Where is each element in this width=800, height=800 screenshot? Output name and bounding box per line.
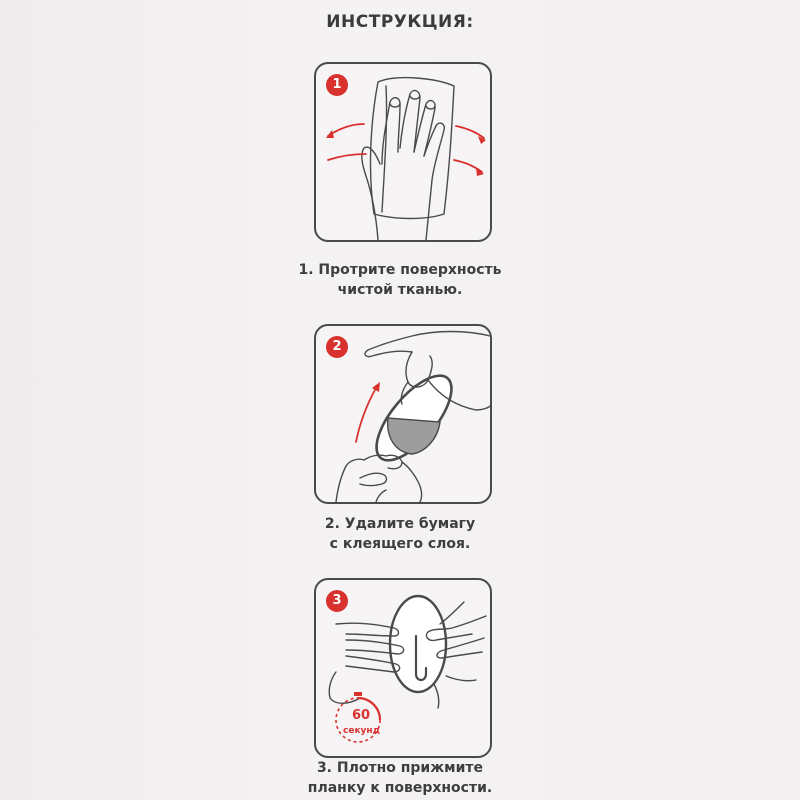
step-3-number-badge: 3 (326, 590, 348, 612)
timer-value: 60 (352, 708, 371, 723)
step-2-panel (314, 324, 492, 504)
step-1-caption-line-2: чистой тканью. (337, 282, 463, 298)
step-2-number-badge: 2 (326, 336, 348, 358)
step-2-caption (200, 514, 600, 554)
page-title: ИНСТРУКЦИЯ: (326, 12, 474, 32)
timer-unit: секунд (343, 726, 380, 736)
step-2-caption-line-1: 2. Удалите бумагу (324, 516, 476, 532)
step-3-caption-line-1: 3. Плотно прижмите (316, 760, 484, 776)
step-1-caption-line-1: 1. Протрите поверхность (298, 262, 502, 278)
step-3-caption-line-2: планку к поверхности. (307, 780, 493, 796)
step-1-number-badge: 1 (326, 74, 348, 96)
step-1-caption (200, 260, 600, 300)
step-1-panel (314, 62, 492, 242)
step-3-caption (200, 758, 600, 798)
step-2-caption-line-2: с клеящего слоя. (329, 536, 471, 552)
step-3-panel (314, 578, 492, 758)
